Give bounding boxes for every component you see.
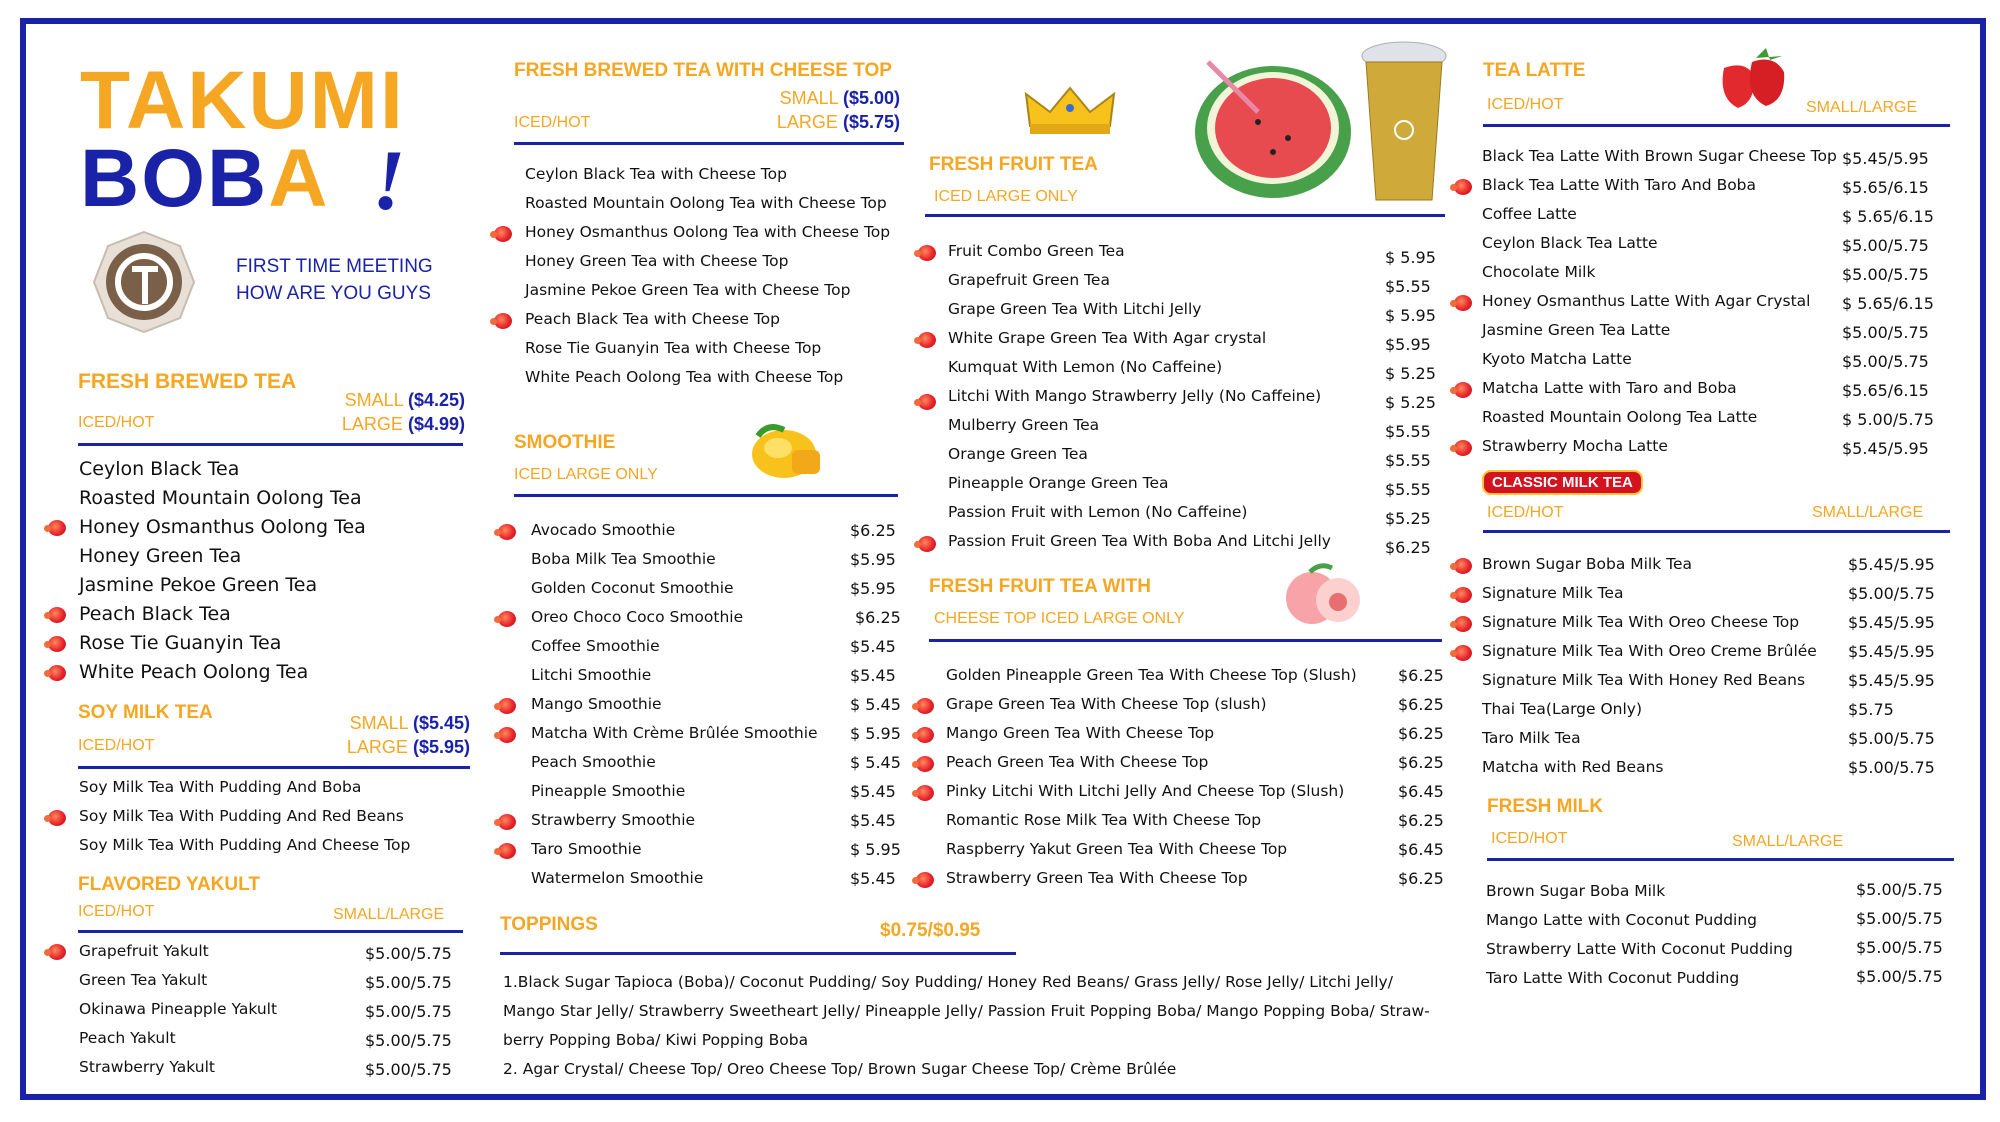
item-price: $5.45/5.95 — [1842, 149, 1929, 168]
item-price: $5.75 — [1848, 700, 1894, 719]
menu-item: White Grape Green Tea With Agar crystal — [948, 329, 1267, 347]
brand-line1: TAKUMI — [80, 55, 405, 146]
menu-item: Strawberry Green Tea With Cheese Top — [946, 869, 1248, 887]
item-price: $5.45/5.95 — [1842, 439, 1929, 458]
featured-icon — [918, 245, 936, 261]
item-price: $5.55 — [1385, 480, 1431, 499]
item-price: $5.45/5.95 — [1848, 613, 1935, 632]
item-price: $5.65/6.15 — [1842, 178, 1929, 197]
menu-item: Black Tea Latte With Brown Sugar Cheese Top — [1482, 147, 1837, 165]
item-price: $5.95 — [1385, 335, 1431, 354]
fresh-brewed-sub: ICED/HOT — [78, 414, 155, 431]
item-price: $5.45 — [850, 811, 896, 830]
item-price: $ 5.95 — [1385, 248, 1436, 267]
item-price: $6.45 — [1398, 840, 1444, 859]
item-price: $5.00/5.75 — [1856, 909, 1943, 928]
yakult-sub: ICED/HOT — [78, 903, 155, 920]
classic-milk-size: SMALL/LARGE — [1812, 504, 1924, 521]
featured-icon — [498, 843, 516, 859]
featured-icon — [498, 611, 516, 627]
featured-icon — [1454, 382, 1472, 398]
menu-item: Soy Milk Tea With Pudding And Cheese Top — [79, 836, 411, 854]
item-price: $ 5.00/5.75 — [1842, 410, 1934, 429]
item-price: $5.00/5.75 — [365, 1031, 452, 1050]
menu-item: Taro Milk Tea — [1482, 729, 1581, 747]
brand-line2: BOBA — [80, 133, 330, 224]
menu-item: Romantic Rose Milk Tea With Cheese Top — [946, 811, 1262, 829]
item-price: $6.25 — [850, 521, 896, 540]
featured-icon — [1454, 587, 1472, 603]
item-price: $5.00/5.75 — [1848, 584, 1935, 603]
menu-item: Passion Fruit Green Tea With Boba And Litchi Jelly — [948, 532, 1331, 550]
menu-item: Golden Coconut Smoothie — [531, 579, 734, 597]
menu-item: Ceylon Black Tea — [79, 458, 240, 480]
item-price: $5.45/5.95 — [1848, 642, 1935, 661]
mango-icon — [748, 420, 828, 482]
toppings-list: 1.Black Sugar Tapioca (Boba)/ Coconut Pudding/ Soy Pudding/ Honey Red Beans/ Grass Jelly/ Rose Jelly/ Litchi Jelly/ Mango Star Jelly/ Strawberry Sweetheart Jelly/ Pineapple Jelly/ Passion Fruit Popping Boba/ Mango Popping Boba/ Straw- berry Popping Boba/ Kiwi Popping Boba 2. Agar Crystal/ Cheese Top/ Oreo Cheese Top/ Brown Sugar Cheese Top/ Crème Brûlée — [503, 973, 1430, 1078]
menu-item: Pineapple Smoothie — [531, 782, 686, 800]
smoothie-title: SMOOTHIE — [514, 432, 616, 453]
menu-item: Watermelon Smoothie — [531, 869, 704, 887]
menu-item: Pinky Litchi With Litchi Jelly And Cheese Top (Slush) — [946, 782, 1345, 800]
menu-item: Matcha With Crème Brûlée Smoothie — [531, 724, 818, 742]
featured-icon — [916, 872, 934, 888]
menu-item: Strawberry Latte With Coconut Pudding — [1486, 940, 1793, 958]
featured-icon — [48, 607, 66, 623]
classic-milk-sub: ICED/HOT — [1487, 504, 1564, 521]
item-price: $5.45 — [850, 782, 896, 801]
featured-icon — [494, 313, 512, 329]
menu-item: Litchi With Mango Strawberry Jelly (No Caffeine) — [948, 387, 1322, 405]
item-price: $5.00/5.75 — [1842, 323, 1929, 342]
divider — [1487, 858, 1954, 861]
menu-item: Soy Milk Tea With Pudding And Boba — [79, 778, 362, 796]
divider — [929, 639, 1442, 642]
menu-item: Matcha with Red Beans — [1482, 758, 1664, 776]
menu-item: Oreo Choco Coco Smoothie — [531, 608, 744, 626]
menu-item: Mango Green Tea With Cheese Top — [946, 724, 1215, 742]
menu-item: White Peach Oolong Tea — [79, 661, 309, 683]
menu-item: Taro Latte With Coconut Pudding — [1486, 969, 1740, 987]
item-price: $5.00/5.75 — [1842, 352, 1929, 371]
menu-item: White Peach Oolong Tea with Cheese Top — [525, 368, 844, 386]
brand-exclaim: ! — [372, 132, 406, 228]
featured-icon — [916, 785, 934, 801]
featured-icon — [1454, 179, 1472, 195]
item-price: $6.45 — [1398, 782, 1444, 801]
divider — [514, 494, 898, 497]
item-price: $5.00/5.75 — [365, 1002, 452, 1021]
soy-milk-prices: SMALL ($5.45) LARGE ($5.95) — [346, 713, 470, 757]
item-price: $5.25 — [1385, 509, 1431, 528]
divider — [514, 142, 904, 145]
item-price: $ 5.45 — [850, 753, 901, 772]
menu-item: Green Tea Yakult — [79, 971, 208, 989]
menu-item: Honey Osmanthus Latte With Agar Crystal — [1482, 292, 1811, 310]
soy-milk-sub: ICED/HOT — [78, 737, 155, 754]
menu-item: Litchi Smoothie — [531, 666, 652, 684]
featured-icon — [1454, 440, 1472, 456]
divider — [78, 930, 463, 933]
fruit-cheese-sub: CHEESE TOP ICED LARGE ONLY — [934, 610, 1185, 627]
menu-item: Chocolate Milk — [1482, 263, 1596, 281]
item-price: $5.00/5.75 — [1842, 236, 1929, 255]
item-price: $5.00/5.75 — [1842, 265, 1929, 284]
item-price: $6.25 — [1398, 869, 1444, 888]
item-price: $5.45 — [850, 666, 896, 685]
item-price: $5.00/5.75 — [1856, 938, 1943, 957]
divider — [500, 952, 1016, 955]
featured-icon — [494, 226, 512, 242]
fruit-tea-title: FRESH FRUIT TEA — [929, 154, 1098, 175]
featured-icon — [918, 536, 936, 552]
featured-icon — [498, 814, 516, 830]
divider — [78, 443, 463, 446]
item-price: $6.25 — [855, 608, 901, 627]
menu-item: Peach Black Tea with Cheese Top — [525, 310, 780, 328]
item-price: $ 5.65/6.15 — [1842, 294, 1934, 313]
menu-item: Coffee Smoothie — [531, 637, 660, 655]
fresh-milk-size: SMALL/LARGE — [1732, 833, 1844, 850]
menu-item: Passion Fruit with Lemon (No Caffeine) — [948, 503, 1248, 521]
item-price: $6.25 — [1398, 753, 1444, 772]
divider — [1483, 124, 1950, 127]
featured-icon — [48, 810, 66, 826]
item-price: $ 5.95 — [850, 724, 901, 743]
fresh-milk-sub: ICED/HOT — [1491, 830, 1568, 847]
menu-item: Signature Milk Tea With Honey Red Beans — [1482, 671, 1806, 689]
menu-item: Thai Tea(Large Only) — [1482, 700, 1643, 718]
item-price: $6.25 — [1398, 811, 1444, 830]
item-price: $5.95 — [850, 579, 896, 598]
yakult-title: FLAVORED YAKULT — [78, 874, 260, 895]
strawberry-icon — [1712, 46, 1794, 108]
item-price: $5.95 — [850, 550, 896, 569]
featured-icon — [1454, 295, 1472, 311]
menu-item: Strawberry Mocha Latte — [1482, 437, 1668, 455]
featured-icon — [498, 698, 516, 714]
menu-item: Roasted Mountain Oolong Tea Latte — [1482, 408, 1758, 426]
menu-item: Honey Osmanthus Oolong Tea with Cheese Top — [525, 223, 891, 241]
menu-item: Roasted Mountain Oolong Tea with Cheese Top — [525, 194, 887, 212]
item-price: $5.45/5.95 — [1848, 671, 1935, 690]
menu-item: Black Tea Latte With Taro And Boba — [1482, 176, 1757, 194]
divider — [925, 214, 1445, 217]
menu-item: Coffee Latte — [1482, 205, 1577, 223]
featured-icon — [1454, 558, 1472, 574]
menu-item: Honey Green Tea — [79, 545, 242, 567]
soy-milk-title: SOY MILK TEA — [78, 702, 213, 723]
item-price: $ 5.25 — [1385, 393, 1436, 412]
yakult-size: SMALL/LARGE — [333, 906, 445, 923]
fresh-brewed-prices: SMALL ($4.25) LARGE ($4.99) — [341, 390, 465, 434]
menu-item: Peach Smoothie — [531, 753, 656, 771]
menu-item: Jasmine Green Tea Latte — [1482, 321, 1671, 339]
menu-item: Grapefruit Green Tea — [948, 271, 1110, 289]
featured-icon — [48, 636, 66, 652]
item-price: $ 5.95 — [850, 840, 901, 859]
item-price: $ 5.25 — [1385, 364, 1436, 383]
menu-item: Kyoto Matcha Latte — [1482, 350, 1632, 368]
drink-cup-icon — [1360, 40, 1448, 208]
menu-item: Raspberry Yakut Green Tea With Cheese Top — [946, 840, 1288, 858]
menu-item: Rose Tie Guanyin Tea with Cheese Top — [525, 339, 822, 357]
toppings-price: $0.75/$0.95 — [880, 920, 981, 941]
menu-item: Mango Latte with Coconut Pudding — [1486, 911, 1758, 929]
fruit-tea-sub: ICED LARGE ONLY — [934, 188, 1078, 205]
menu-item: Jasmine Pekoe Green Tea with Cheese Top — [525, 281, 851, 299]
watermelon-drink-icon — [1188, 42, 1358, 202]
cheese-top-title: FRESH BREWED TEA WITH CHEESE TOP — [514, 60, 892, 81]
item-price: $5.00/5.75 — [1856, 967, 1943, 986]
item-price: $5.55 — [1385, 422, 1431, 441]
menu-item: Grape Green Tea With Litchi Jelly — [948, 300, 1202, 318]
menu-item: Honey Osmanthus Oolong Tea — [79, 516, 366, 538]
fresh-milk-title: FRESH MILK — [1487, 796, 1604, 817]
item-price: $6.25 — [1398, 666, 1444, 685]
item-price: $ 5.65/6.15 — [1842, 207, 1934, 226]
featured-icon — [498, 727, 516, 743]
menu-item: Pineapple Orange Green Tea — [948, 474, 1169, 492]
item-price: $5.55 — [1385, 277, 1431, 296]
item-price: $ 5.95 — [1385, 306, 1436, 325]
tagline: FIRST TIME MEETING HOW ARE YOU GUYS — [236, 256, 433, 304]
fresh-brewed-title: FRESH BREWED TEA — [78, 370, 297, 393]
featured-icon — [498, 524, 516, 540]
menu-item: Grapefruit Yakult — [79, 942, 209, 960]
item-price: $5.45 — [850, 869, 896, 888]
item-price: $5.00/5.75 — [365, 973, 452, 992]
item-price: $5.45/5.95 — [1848, 555, 1935, 574]
item-price: $5.00/5.75 — [1848, 758, 1935, 777]
tea-latte-size: SMALL/LARGE — [1806, 99, 1918, 116]
menu-item: Brown Sugar Boba Milk — [1486, 882, 1666, 900]
menu-item: Matcha Latte with Taro and Boba — [1482, 379, 1737, 397]
menu-item: Soy Milk Tea With Pudding And Red Beans — [79, 807, 404, 825]
featured-icon — [48, 520, 66, 536]
tea-latte-title: TEA LATTE — [1483, 60, 1586, 81]
featured-icon — [916, 756, 934, 772]
toppings-title: TOPPINGS — [500, 914, 598, 935]
menu-item: Signature Milk Tea With Oreo Cheese Top — [1482, 613, 1800, 631]
menu-item: Peach Black Tea — [79, 603, 231, 625]
menu-item: Mango Smoothie — [531, 695, 662, 713]
menu-item: Mulberry Green Tea — [948, 416, 1100, 434]
menu-item: Brown Sugar Boba Milk Tea — [1482, 555, 1693, 573]
featured-icon — [1454, 616, 1472, 632]
divider — [1483, 530, 1950, 533]
featured-icon — [918, 332, 936, 348]
menu-item: Boba Milk Tea Smoothie — [531, 550, 716, 568]
menu-item: Signature Milk Tea With Oreo Creme Brûlée — [1482, 642, 1817, 660]
menu-item: Orange Green Tea — [948, 445, 1088, 463]
menu-item: Taro Smoothie — [531, 840, 642, 858]
item-price: $5.00/5.75 — [365, 944, 452, 963]
menu-item: Avocado Smoothie — [531, 521, 676, 539]
menu-item: Rose Tie Guanyin Tea — [79, 632, 282, 654]
menu-item: Ceylon Black Tea Latte — [1482, 234, 1658, 252]
classic-milk-title: CLASSIC MILK TEA — [1482, 470, 1643, 495]
menu-item: Peach Yakult — [79, 1029, 176, 1047]
featured-icon — [916, 698, 934, 714]
item-price: $6.25 — [1385, 538, 1431, 557]
item-price: $5.00/5.75 — [1856, 880, 1943, 899]
item-price: $5.00/5.75 — [1848, 729, 1935, 748]
crown-icon — [1020, 82, 1124, 140]
featured-icon — [916, 727, 934, 743]
item-price: $ 5.45 — [850, 695, 901, 714]
peach-icon — [1282, 562, 1366, 628]
featured-icon — [48, 665, 66, 681]
fruit-cheese-title: FRESH FRUIT TEA WITH — [929, 576, 1151, 597]
menu-item: Strawberry Smoothie — [531, 811, 696, 829]
menu-item: Golden Pineapple Green Tea With Cheese Top (Slush) — [946, 666, 1357, 684]
menu-item: Kumquat With Lemon (No Caffeine) — [948, 358, 1223, 376]
item-price: $5.45 — [850, 637, 896, 656]
item-price: $6.25 — [1398, 695, 1444, 714]
menu-item: Peach Green Tea With Cheese Top — [946, 753, 1209, 771]
divider — [78, 766, 470, 769]
item-price: $5.55 — [1385, 451, 1431, 470]
menu-item: Jasmine Pekoe Green Tea — [79, 574, 318, 596]
menu-item: Signature Milk Tea — [1482, 584, 1624, 602]
item-price: $6.25 — [1398, 724, 1444, 743]
tea-latte-sub: ICED/HOT — [1487, 96, 1564, 113]
featured-icon — [918, 394, 936, 410]
menu-item: Fruit Combo Green Tea — [948, 242, 1125, 260]
logo-icon — [92, 230, 196, 334]
cheese-top-sub: ICED/HOT — [514, 114, 591, 131]
cheese-top-prices: SMALL ($5.00) LARGE ($5.75) — [776, 88, 900, 132]
menu-item: Grape Green Tea With Cheese Top (slush) — [946, 695, 1267, 713]
menu-item: Honey Green Tea with Cheese Top — [525, 252, 789, 270]
menu-item: Ceylon Black Tea with Cheese Top — [525, 165, 787, 183]
item-price: $5.65/6.15 — [1842, 381, 1929, 400]
menu-item: Strawberry Yakult — [79, 1058, 215, 1076]
smoothie-sub: ICED LARGE ONLY — [514, 466, 658, 483]
menu-item: Okinawa Pineapple Yakult — [79, 1000, 278, 1018]
featured-icon — [1454, 645, 1472, 661]
featured-icon — [48, 944, 66, 960]
item-price: $5.00/5.75 — [365, 1060, 452, 1079]
menu-item: Roasted Mountain Oolong Tea — [79, 487, 362, 509]
